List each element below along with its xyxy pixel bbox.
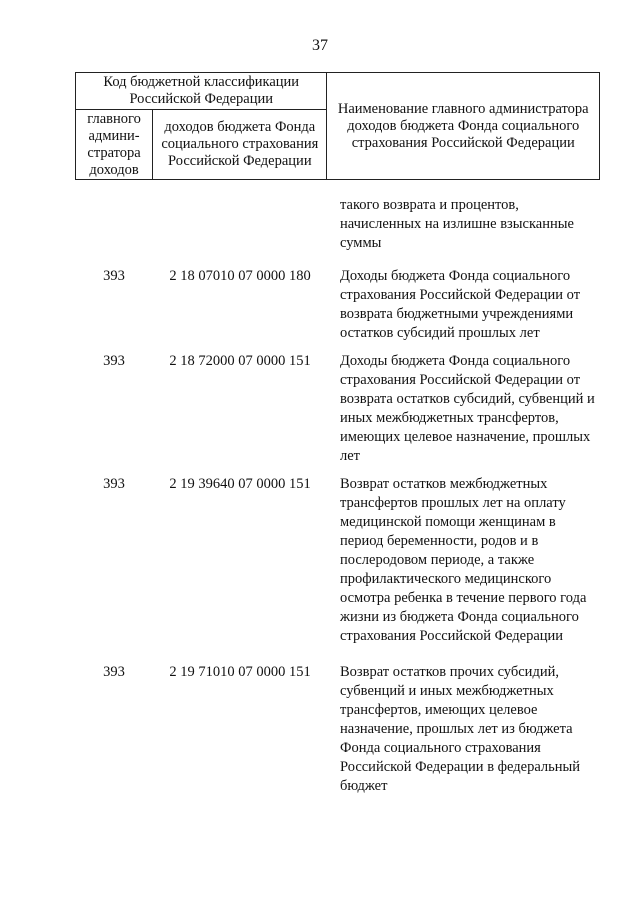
budget-code-cell: 2 18 07010 07 0000 180 [169, 268, 311, 284]
page-number: 37 [312, 37, 328, 54]
admin-code-cell: 393 [103, 268, 125, 284]
header-group-title: Код бюджетной классификации Российской Федерации [76, 73, 327, 110]
header-name-column: Наименование главного администратора доходов бюджета Фонда социального страхования Российской Федерации [327, 73, 600, 180]
name-cell: Возврат остатков прочих субсидий, субвенций и иных межбюджетных трансфертов, имеющих целевое назначение, прошлых лет из бюджета Фонда социального страхования Российской Федерации в федеральный бюджет [340, 664, 581, 794]
name-cell: Возврат остатков межбюджетных трансфертов прошлых лет на оплату медицинской помощи женщинам в период беременности, родов и в послеродовом периоде, а также профилактического медицинского осмотра ребенка в течение первого года жизни из бюджета Фонда социального страхования Российской Федерации [340, 476, 587, 644]
budget-code-cell: 2 19 39640 07 0000 151 [169, 476, 311, 492]
budget-code-cell: 2 19 71010 07 0000 151 [169, 664, 311, 680]
admin-code-cell: 393 [103, 476, 125, 492]
table-row [75, 267, 600, 343]
name-cell: Доходы бюджета Фонда социального страхования Российской Федерации от возврата остатков субсидий, субвенций и иных межбюджетных трансфертов, имеющих целевое назначение, прошлых лет [340, 353, 595, 464]
table-row [75, 663, 600, 796]
table-row [75, 196, 600, 253]
header-admin-column: главного админи-стратора доходов [76, 110, 153, 180]
header-code-column: доходов бюджета Фонда социального страхования Российской Федерации [153, 110, 327, 180]
name-cell: такого возврата и процентов, начисленных на излишне взысканные суммы [340, 197, 574, 251]
table-row [75, 352, 600, 466]
admin-code-cell: 393 [103, 353, 125, 369]
table-row [75, 475, 600, 646]
table-header [75, 72, 600, 180]
name-cell: Доходы бюджета Фонда социального страхования Российской Федерации от возврата бюджетными учреждениями остатков субсидий прошлых лет [340, 268, 581, 341]
budget-code-cell: 2 18 72000 07 0000 151 [169, 353, 311, 369]
admin-code-cell: 393 [103, 664, 125, 680]
